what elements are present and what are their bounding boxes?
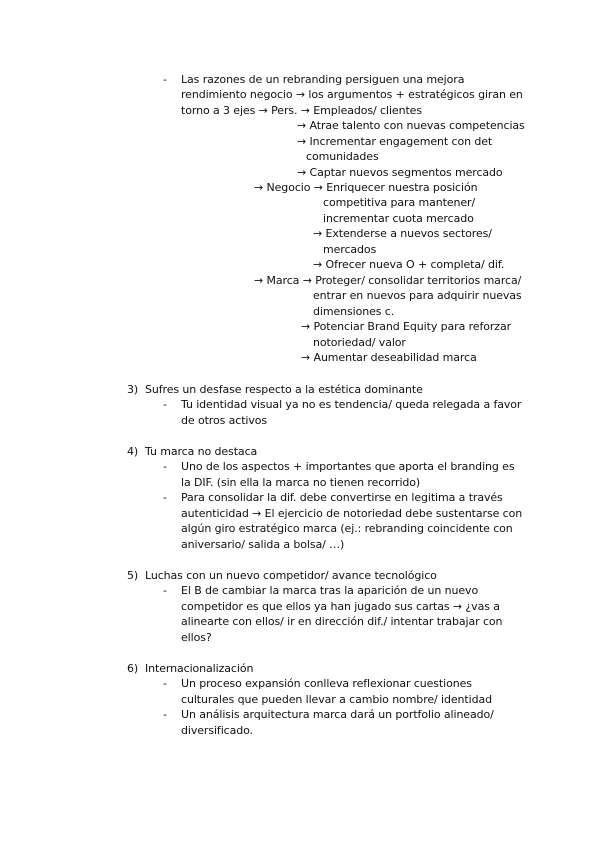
text-line: → Extenderse a nuevos sectores/	[313, 227, 492, 240]
text-line: Un análisis arquitectura marca dará un portfolio alineado/	[181, 708, 494, 721]
section-number: 6)	[127, 662, 139, 675]
text-line: → Atrae talento con nuevas competencias	[297, 119, 525, 132]
text-line: aniversario/ salida a bolsa/ …)	[181, 538, 345, 551]
text-line: notoriedad/ valor	[313, 336, 406, 349]
text-line: diversificado.	[181, 724, 253, 737]
bullet-dash: -	[163, 584, 167, 597]
text-line: rendimiento negocio → los argumentos + estratégicos giran en	[181, 88, 523, 101]
section-number: 4)	[127, 445, 139, 458]
section-title: Sufres un desfase respecto a la estética dominante	[145, 383, 423, 396]
text-line: dimensiones c.	[313, 305, 395, 318]
section-title: Internacionalización	[145, 662, 254, 675]
text-line: → Aumentar deseabilidad marca	[301, 351, 477, 364]
text-line: comunidades	[306, 150, 379, 163]
text-line: → Potenciar Brand Equity para reforzar	[301, 320, 512, 333]
text-line: → Captar nuevos segmentos mercado	[297, 166, 503, 179]
text-line: Las razones de un rebranding persiguen una mejora	[181, 73, 465, 86]
section-title: Luchas con un nuevo competidor/ avance tecnológico	[145, 569, 437, 582]
text-line: → Ofrecer nueva O + completa/ dif.	[313, 258, 505, 271]
text-line: mercados	[323, 243, 377, 256]
text-line: Un proceso expansión conlleva reflexionar cuestiones	[181, 677, 472, 690]
bullet-dash: -	[163, 677, 167, 690]
text-line: → Incrementar engagement con det	[297, 135, 493, 148]
text-line: alinearte con ellos/ ir en dirección dif./ intentar trabajar con	[181, 615, 503, 628]
text-line: → Negocio → Enriquecer nuestra posición	[254, 181, 478, 194]
text-line: culturales que pueden llevar a cambio nombre/ identidad	[181, 693, 492, 706]
text-line: de otros activos	[181, 414, 268, 427]
text-line: torno a 3 ejes → Pers. → Empleados/ clientes	[181, 104, 422, 117]
section-number: 3)	[127, 383, 139, 396]
text-line: entrar en nuevos para adquirir nuevas	[313, 289, 522, 302]
text-line: competidor es que ellos ya han jugado sus cartas → ¿vas a	[181, 600, 500, 613]
text-line: Uno de los aspectos + importantes que aporta el branding es	[181, 460, 515, 473]
section-number: 5)	[127, 569, 139, 582]
text-line: competitiva para mantener/	[323, 196, 476, 209]
text-line: → Marca → Proteger/ consolidar territorios marca/	[254, 274, 522, 287]
section-title: Tu marca no destaca	[145, 445, 258, 458]
bullet-dash: -	[163, 460, 167, 473]
text-line: ellos?	[181, 631, 212, 644]
text-line: algún giro estratégico marca (ej.: rebranding coincidente con	[181, 522, 513, 535]
text-line: Tu identidad visual ya no es tendencia/ queda relegada a favor	[181, 398, 522, 411]
bullet-dash: -	[163, 398, 167, 411]
text-line: El B de cambiar la marca tras la aparición de un nuevo	[181, 584, 479, 597]
text-line: la DIF. (sin ella la marca no tienen recorrido)	[181, 476, 421, 489]
text-line: autenticidad → El ejercicio de notoriedad debe sustentarse con	[181, 507, 523, 520]
text-line: Para consolidar la dif. debe convertirse en legitima a través	[181, 491, 503, 504]
bullet-dash: -	[163, 73, 167, 86]
bullet-dash: -	[163, 708, 167, 721]
bullet-dash: -	[163, 491, 167, 504]
text-line: incrementar cuota mercado	[323, 212, 474, 225]
